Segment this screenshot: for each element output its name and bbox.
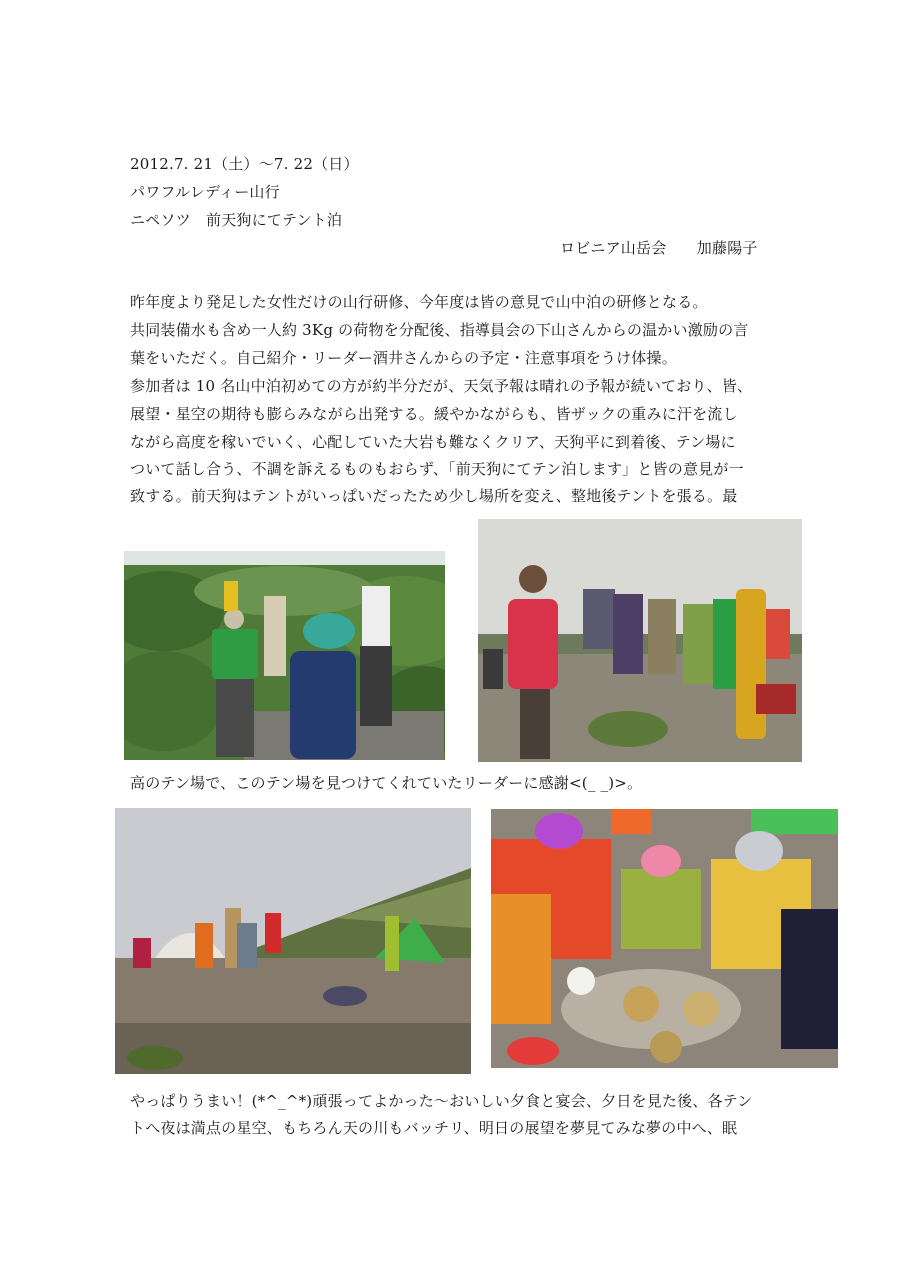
author-line: ロビニア山岳会 加藤陽子: [560, 239, 758, 257]
photo-hikers-in-shrubs: [124, 551, 445, 760]
body-line: 参加者は 10 名山中泊初めての方が約半分だが、天気予報は晴れの予報が続いており、皆、: [130, 377, 753, 395]
body-line: 昨年度より発足した女性だけの山行研修、今年度は皆の意見で山中泊の研修となる。: [130, 293, 708, 311]
body-line: やっぱりうまい！(*^_^*)頑張ってよかった～おいしい夕食と宴会、夕日を見た後、各テン: [130, 1092, 753, 1110]
body-line: ついて話し合う、不調を訴えるものもおらず、「前天狗にてテン泊します」と皆の意見が一: [130, 460, 744, 478]
body-line: トへ夜は満点の星空、もちろん天の川もバッチリ、明日の展望を夢見てみな夢の中へ、眠: [130, 1119, 738, 1137]
photo-group-in-fog: [478, 519, 802, 762]
body-line: 高のテン場で、このテン場を見つけてくれていたリーダーに感謝<(_ _)>。: [130, 774, 643, 792]
body-line: 致する。前天狗はテントがいっぱいだったため少し場所を変え、整地後テントを張る。最: [130, 487, 738, 505]
date-line: 2012.7. 21（土）～7. 22（日）: [130, 155, 359, 173]
photo-tents-on-ridge: [115, 808, 471, 1074]
body-line: 展望・星空の期待も膨らみながら出発する。緩やかながらも、皆ザックの重みに汗を流し: [130, 405, 738, 423]
subtitle-line: ニペソツ 前天狗にてテント泊: [130, 211, 343, 229]
body-line: ながら高度を稼いでいく、心配していた大岩も難なくクリア、天狗平に到着後、テン場に: [130, 433, 736, 451]
photo-dinner-circle: [491, 809, 838, 1068]
title-line: パワフルレディー山行: [130, 183, 280, 201]
body-line: 葉をいただく。自己紹介・リーダー酒井さんからの予定・注意事項をうけ体操。: [130, 349, 677, 367]
body-line: 共同装備水も含め一人約 3Kg の荷物を分配後、指導員会の下山さんからの温かい激励の言: [130, 321, 749, 339]
